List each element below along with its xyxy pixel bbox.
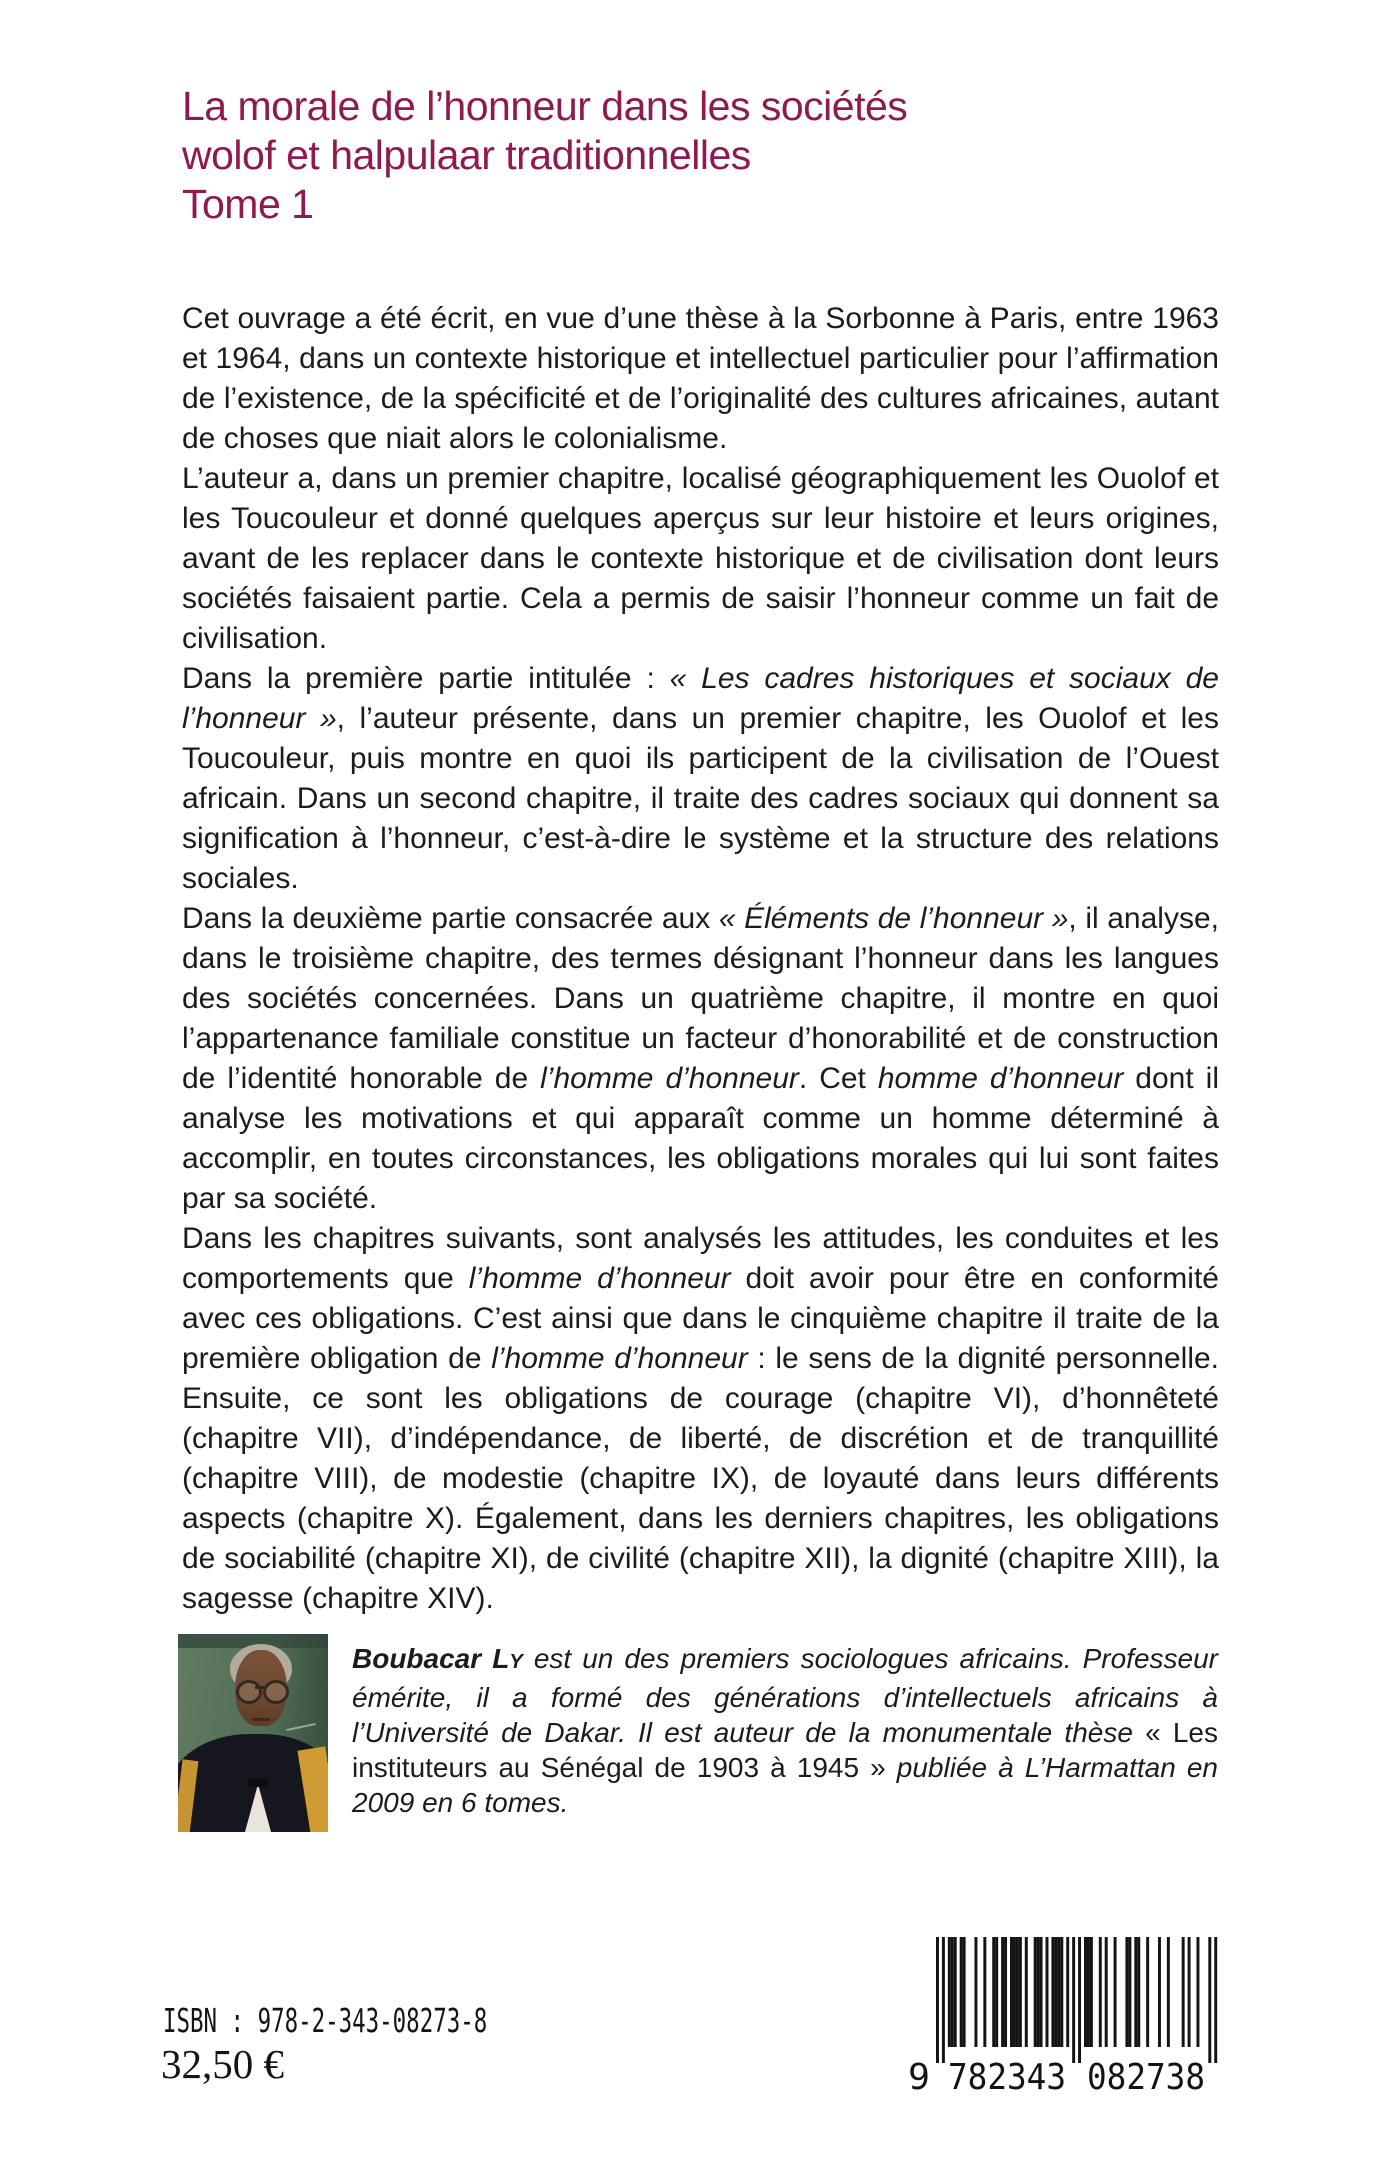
text-segment: Dans la deuxième partie consacrée aux	[182, 902, 719, 935]
synopsis-paragraph	[182, 459, 1219, 659]
synopsis-text	[182, 299, 1219, 1619]
text-segment: l’homme d’honneur	[468, 1262, 731, 1295]
synopsis-paragraph	[182, 659, 1219, 899]
glasses-bridge	[255, 1686, 264, 1689]
text-segment: « Les cadres historiques et sociaux de l’honneur »	[182, 662, 1219, 735]
text-segment: Dans la première partie intitulée :	[182, 662, 670, 695]
text-segment: l’homme d’honneur	[491, 1342, 748, 1375]
glasses-right-lens	[263, 1680, 289, 1704]
title-line-1: La morale de l’honneur dans les sociétés	[182, 83, 908, 129]
text-segment: « Éléments de l’honneur »	[718, 902, 1069, 935]
title-line-3: Tome 1	[182, 181, 314, 227]
text-segment: Y	[509, 1651, 523, 1673]
text-segment: Dans les chapitres suivants, sont analysés les attitudes, les conduites et les comportements que	[182, 1222, 1219, 1295]
text-segment: . Cet	[798, 1062, 878, 1095]
text-segment: l’homme d’honneur	[540, 1062, 799, 1095]
text-segment: dont il analyse les motivations et qui apparaît comme un homme déterminé à accomplir, en toutes circonstances, les obligations morales qui lui sont faites par sa société.	[182, 1062, 1219, 1215]
svg-text:9: 9	[908, 2057, 930, 2095]
isbn-value: ISBN : 978-2-343-08273-8	[163, 2001, 488, 2040]
ean13-barcode	[900, 1937, 1218, 2095]
text-segment: , l’auteur présente, dans un premier chapitre, les Ouolof et les Toucouleur, puis montre en quoi ils participent de la civilisation de l’Ouest africain. Dans un second chapitre, il traite des cadres sociaux qui donnent sa signification à l’honneur, c’est-à-dire le système et la structure des relations sociales.	[182, 702, 1219, 895]
text-segment: Cet ouvrage a été écrit, en vue d’une thèse à la Sorbonne à Paris, entre 1963 et 1964, dans un contexte historique et intellectuel particulier pour l’affirmation de l’existence, de la spécificité et de l’originalité des cultures africaines, autant de choses que niait alors le colonialisme.	[182, 302, 1219, 455]
text-segment: homme d’honneur	[877, 1062, 1124, 1095]
svg-text:082738: 082738	[1087, 2057, 1205, 2095]
synopsis-paragraph	[182, 1219, 1219, 1619]
text-segment: publiée à L’Harmattan en 2009 en 6 tomes.	[352, 1752, 1218, 1818]
text-segment: est un des premiers sociologues africains. Professeur émérite, il a formé des générations d’intellectuels africains à l’Université de Dakar. Il est auteur de la monumentale thèse	[352, 1643, 1218, 1748]
bowtie	[248, 1778, 268, 1787]
book-title	[182, 82, 907, 229]
author-photo	[178, 1634, 328, 1832]
text-segment: doit avoir pour être en conformité avec ces obligations. C’est ainsi que dans le cinquième chapitre il traite de la première obligation de	[182, 1262, 1219, 1375]
synopsis-paragraph	[182, 299, 1219, 459]
text-segment: L’auteur a, dans un premier chapitre, localisé géographiquement les Ouolof et les Toucouleur et donné quelques aperçus sur leur histoire et leurs origines, avant de les replacer dans le contexte historique et de civilisation dont leurs sociétés faisaient partie. Cela a permis de saisir l’honneur comme un fait de civilisation.	[182, 462, 1219, 655]
glasses-left-lens	[236, 1680, 262, 1704]
mouth	[252, 1718, 270, 1721]
barcode-svg	[900, 1937, 1218, 2095]
title-line-2: wolof et halpulaar traditionnelles	[182, 132, 751, 178]
text-segment: : le sens de la dignité personnelle. Ensuite, ce sont les obligations de courage (chapitre VI), d’honnêteté (chapitre VII), d’indépendance, de liberté, de discrétion et de tranquillité (chapitre VIII), de modestie (chapitre IX), de loyauté dans leurs différents aspects (chapitre X). Également, dans les derniers chapitres, les obligations de sociabilité (chapitre XI), de civilité (chapitre XII), la dignité (chapitre XIII), la sagesse (chapitre XIV).	[182, 1342, 1220, 1615]
isbn-text	[163, 2001, 640, 2040]
price-text: 32,50 €	[161, 2041, 284, 2087]
text-segment: « Les instituteurs au Sénégal de 1903 à 1945 »	[352, 1717, 1219, 1783]
text-segment: , il analyse, dans le troisième chapitre, des termes désignant l’honneur dans les langues des sociétés concernées. Dans un quatrième chapitre, il montre en quoi l’appartenance familiale constitue un facteur d’honorabilité et de construction de l’identité honorable de	[182, 902, 1219, 1095]
svg-text:782343: 782343	[948, 2057, 1066, 2095]
text-segment: Boubacar L	[352, 1643, 510, 1674]
synopsis-paragraph	[182, 899, 1219, 1219]
author-bio-text	[352, 1641, 1218, 1820]
